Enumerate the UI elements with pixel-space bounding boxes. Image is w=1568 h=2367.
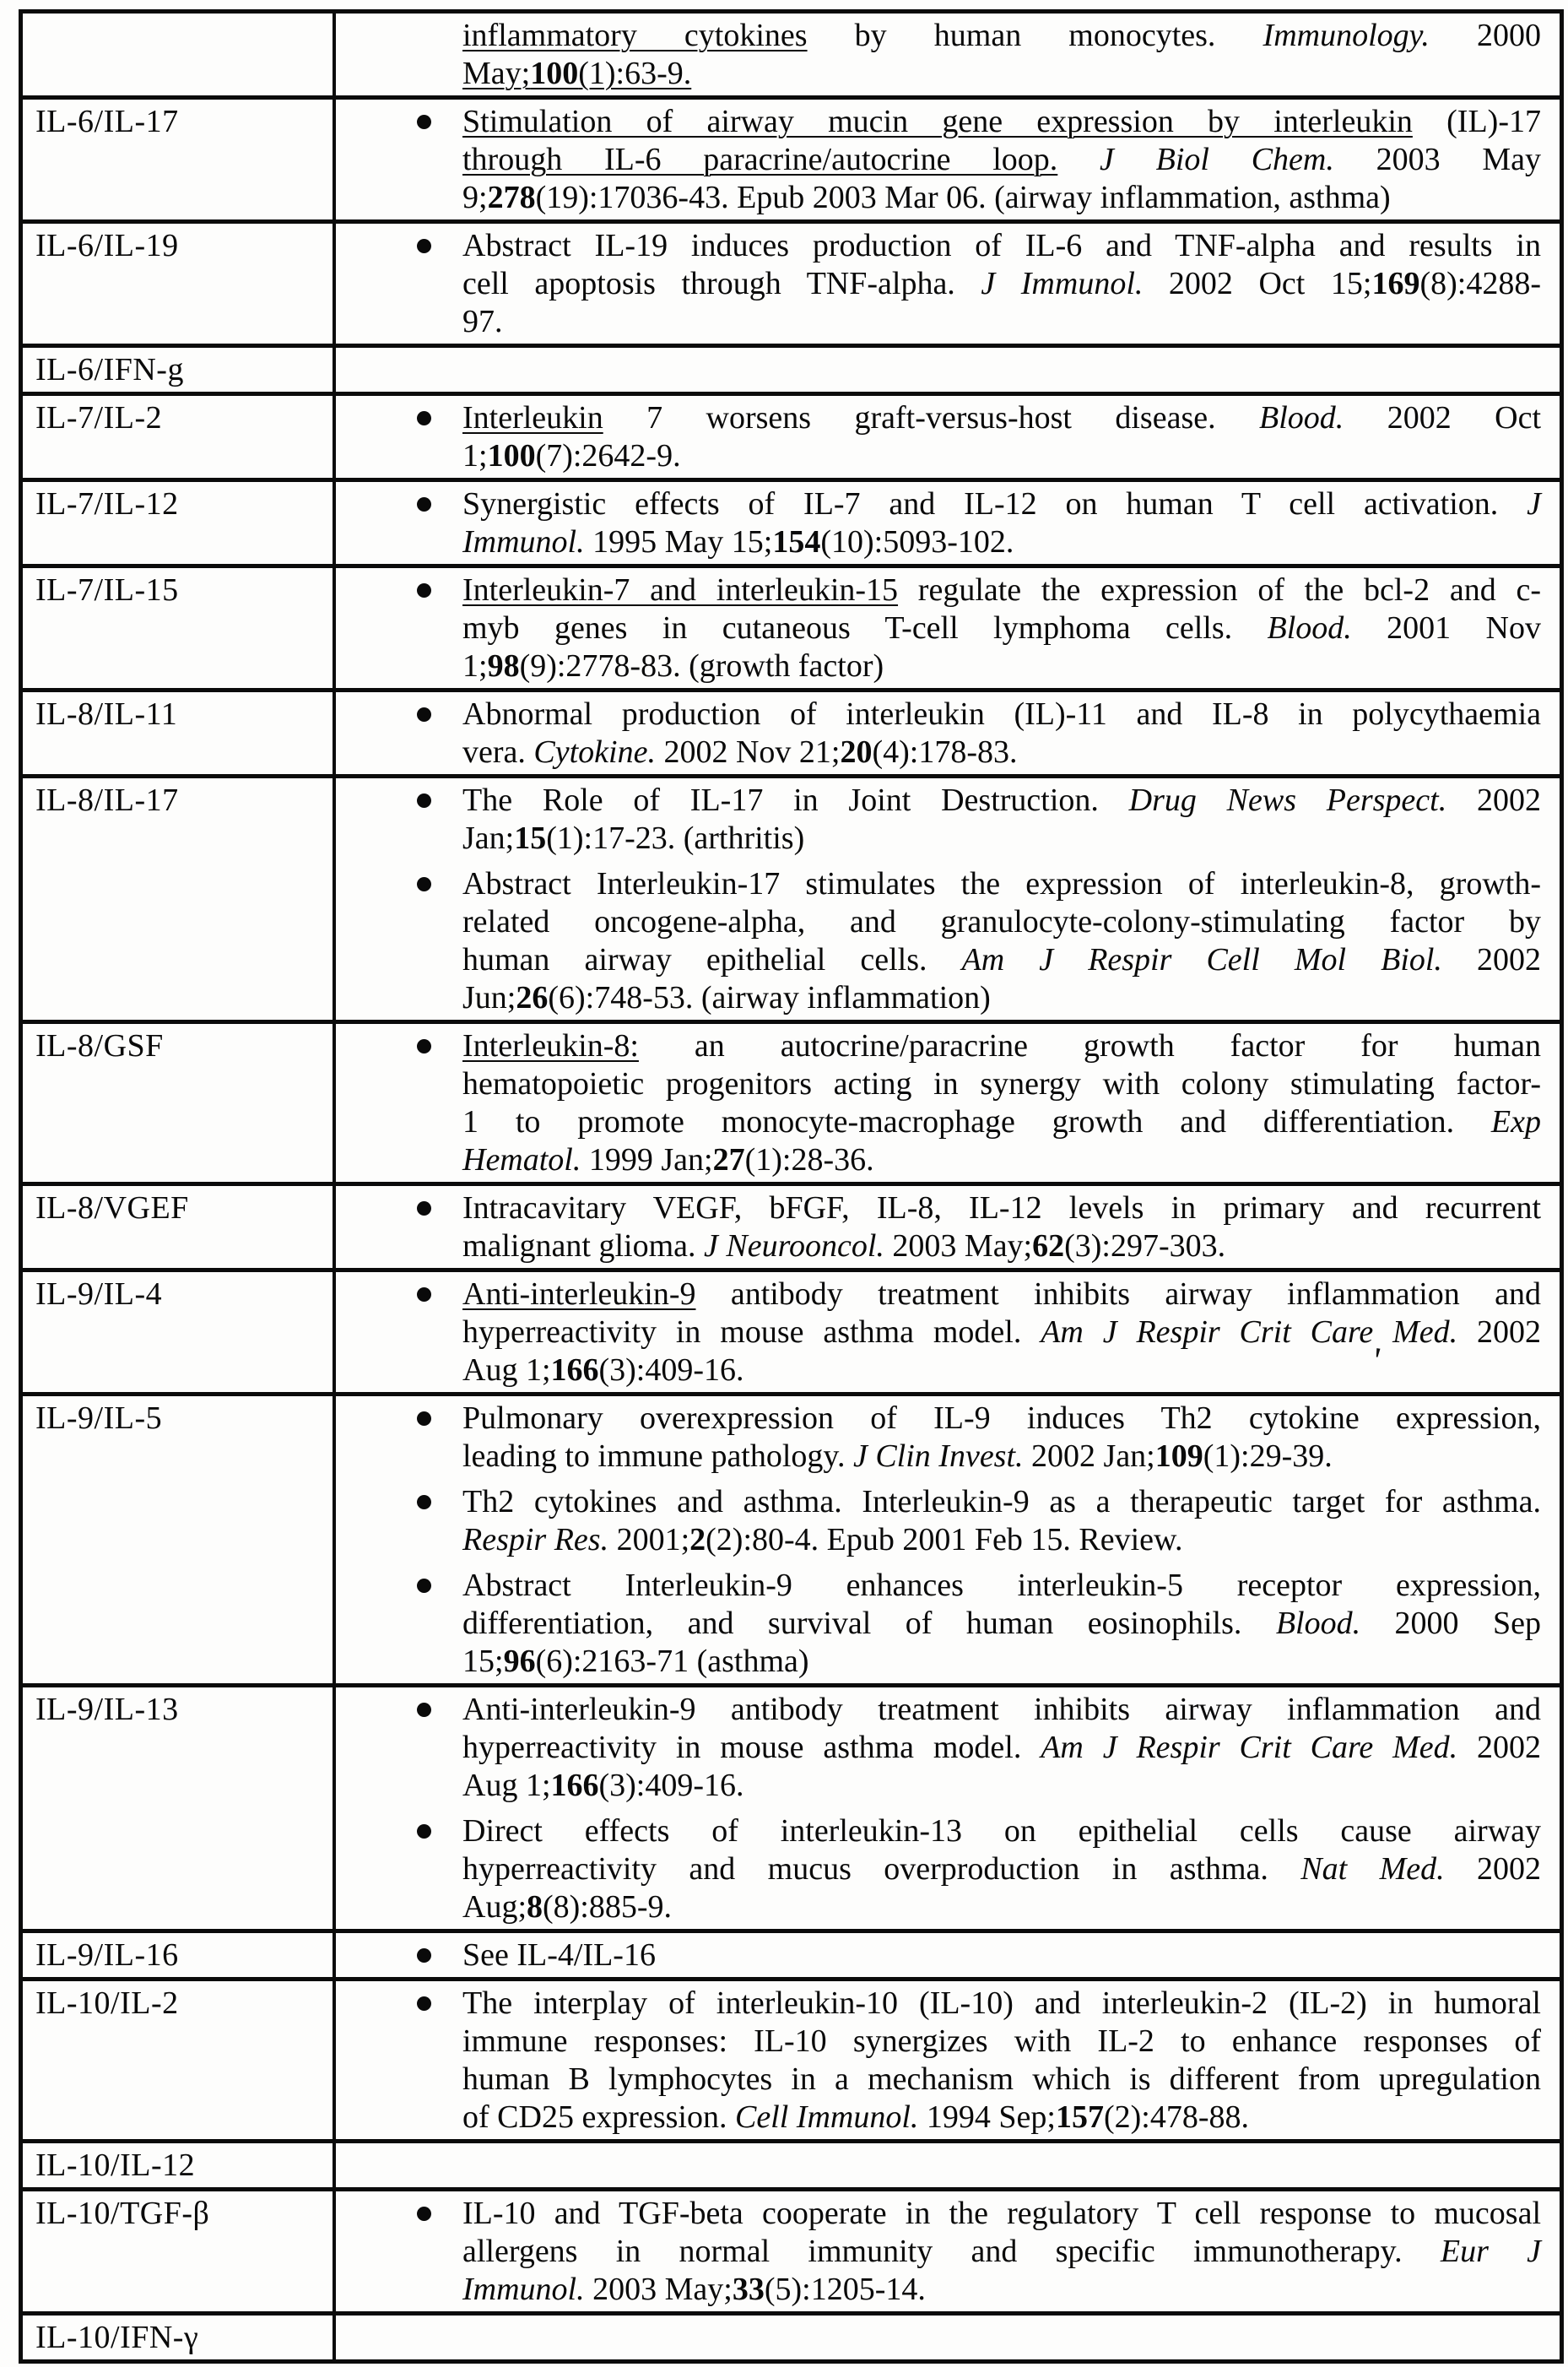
table-row	[23, 482, 1560, 568]
citation-line: cell apoptosis through TNF-alpha. J Immunol. 2002 Oct 15;169(8):4288-	[462, 266, 1541, 301]
table-row	[23, 1981, 1560, 2143]
cytokine-pair-label: IL-6/IFN-g	[23, 348, 336, 392]
citation-line: 15;96(6):2163-71 (asthma)	[462, 1644, 809, 1679]
bullet-icon	[417, 1495, 431, 1509]
citation-line: allergens in normal immunity and specific immunotherapy. Eur J	[462, 2234, 1541, 2269]
citation-item	[336, 103, 1541, 217]
citation-item	[336, 227, 1541, 341]
citation-line: Anti-interleukin-9 antibody treatment inhibits airway inflammation and	[462, 1692, 1541, 1727]
citation-text	[462, 485, 1541, 561]
citations-cell	[336, 1186, 1560, 1268]
table-row	[23, 396, 1560, 482]
citation-text	[462, 1027, 1541, 1179]
citation-line: 9;278(19):17036-43. Epub 2003 Mar 06. (airway inflammation, asthma)	[462, 180, 1391, 215]
table-row	[23, 100, 1560, 224]
citations-cell	[336, 692, 1560, 774]
bullet-icon	[417, 877, 431, 891]
citation-line: Synergistic effects of IL-7 and IL-12 on human T cell activation. J	[462, 486, 1541, 522]
citation-text	[462, 1985, 1541, 2137]
cytokine-pair-label: IL-7/IL-2	[23, 396, 336, 478]
citations-cell	[336, 2316, 1560, 2359]
citations-cell	[336, 1687, 1560, 1929]
citation-text	[462, 227, 1541, 341]
bullet-icon	[417, 115, 431, 129]
citation-item	[336, 782, 1541, 858]
bullet-marker-area	[336, 227, 462, 341]
bullet-icon	[417, 794, 431, 808]
bullet-marker-area	[336, 696, 462, 772]
table-row	[23, 1186, 1560, 1272]
table-row	[23, 2143, 1560, 2191]
table-row	[23, 778, 1560, 1024]
citation-line: malignant glioma. J Neurooncol. 2003 May;62(3):297-303.	[462, 1228, 1226, 1264]
citation-line: leading to immune pathology. J Clin Invest. 2002 Jan;109(1):29-39.	[462, 1438, 1333, 1474]
citation-text	[462, 1691, 1541, 1805]
citation-line: Anti-interleukin-9 antibody treatment inhibits airway inflammation and	[462, 1276, 1541, 1312]
citation-item	[336, 1985, 1541, 2137]
citation-line: Aug;8(8):885-9.	[462, 1889, 673, 1925]
bullet-icon	[417, 411, 431, 425]
bullet-icon	[417, 239, 431, 253]
citation-item	[336, 1691, 1541, 1805]
citation-item	[336, 1276, 1541, 1389]
bullet-icon	[417, 2207, 431, 2221]
cytokine-pair-label: IL-8/VGEF	[23, 1186, 336, 1268]
scan-artifact-mark: '	[1369, 1339, 1384, 1382]
citations-cell	[336, 224, 1560, 344]
bullet-marker-area	[336, 1936, 462, 1974]
bullet-marker-area	[336, 1985, 462, 2137]
citation-item	[336, 485, 1541, 561]
citations-cell	[336, 1981, 1560, 2139]
citation-text	[462, 571, 1541, 685]
bullet-marker-area	[336, 782, 462, 858]
bullet-icon	[417, 1287, 431, 1302]
citation-text	[462, 2195, 1541, 2309]
citation-line: differentiation, and survival of human eosinophils. Blood. 2000 Sep	[462, 1606, 1541, 1641]
citation-item	[336, 571, 1541, 685]
bullet-icon	[417, 1039, 431, 1054]
cytokine-pair-label: IL-9/IL-16	[23, 1933, 336, 1977]
cytokine-pair-label: IL-10/IFN-γ	[23, 2316, 336, 2359]
cytokine-pair-label: IL-7/IL-12	[23, 482, 336, 564]
bullet-marker-area	[336, 103, 462, 217]
bullet-icon	[417, 1996, 431, 2011]
citation-item	[336, 399, 1541, 475]
citation-line: Interleukin-8: an autocrine/paracrine growth factor for human	[462, 1028, 1541, 1064]
citation-line: through IL-6 paracrine/autocrine loop. J Biol Chem. 2003 May	[462, 142, 1542, 177]
citation-text	[462, 103, 1541, 217]
citation-table	[19, 9, 1564, 2364]
bullet-marker-area	[336, 865, 462, 1017]
citation-line: See IL-4/IL-16	[462, 1937, 656, 1973]
table-row	[23, 1272, 1560, 1396]
citation-text	[462, 782, 1541, 858]
table-row	[23, 348, 1560, 396]
citations-cell	[336, 482, 1560, 564]
citation-text	[462, 1276, 1541, 1389]
table-row	[23, 1024, 1560, 1186]
citation-line: immune responses: IL-10 synergizes with IL-2 to enhance responses of	[462, 2023, 1541, 2059]
citation-line: 1 to promote monocyte-macrophage growth and differentiation. Exp	[462, 1104, 1541, 1140]
bullet-icon	[417, 497, 431, 512]
citations-cell	[336, 1024, 1560, 1182]
bullet-marker-area	[336, 1276, 462, 1389]
citation-line: Immunol. 2003 May;33(5):1205-14.	[462, 2272, 926, 2307]
cytokine-pair-label: IL-9/IL-4	[23, 1272, 336, 1392]
citations-cell	[336, 778, 1560, 1020]
citation-line: Abstract IL-19 induces production of IL-6 and TNF-alpha and results in	[462, 228, 1541, 263]
citation-line: May;100(1):63-9.	[462, 56, 692, 91]
citation-item	[336, 1483, 1541, 1559]
citation-line: Abstract Interleukin-9 enhances interleukin-5 receptor expression,	[462, 1568, 1541, 1603]
table-row	[23, 568, 1560, 692]
citation-line: Jun;26(6):748-53. (airway inflammation)	[462, 980, 991, 1016]
bullet-marker-area	[336, 1567, 462, 1681]
citation-line: Respir Res. 2001;2(2):80-4. Epub 2001 Feb 15. Review.	[462, 1522, 1183, 1557]
citation-line: Direct effects of interleukin-13 on epithelial cells cause airway	[462, 1813, 1541, 1849]
table-row	[23, 692, 1560, 778]
citation-line: Hematol. 1999 Jan;27(1):28-36.	[462, 1142, 874, 1178]
bullet-icon	[417, 1579, 431, 1593]
bullet-marker-area	[336, 2195, 462, 2309]
citations-cell	[336, 2143, 1560, 2187]
cytokine-pair-label: IL-8/GSF	[23, 1024, 336, 1182]
bullet-icon	[417, 1824, 431, 1839]
citation-line: inflammatory cytokines by human monocytes. Immunology. 2000	[462, 18, 1542, 53]
citation-item	[336, 696, 1541, 772]
citation-line: hyperreactivity in mouse asthma model. Am J Respir Crit Care Med. 2002	[462, 1730, 1542, 1765]
citation-text	[462, 1400, 1541, 1476]
cytokine-pair-label: IL-10/TGF-β	[23, 2191, 336, 2311]
citation-item	[336, 1812, 1541, 1926]
citations-cell	[336, 14, 1560, 95]
citations-cell	[336, 1396, 1560, 1683]
bullet-marker-area	[336, 1812, 462, 1926]
citation-text	[462, 1567, 1541, 1681]
citation-line: 1;100(7):2642-9.	[462, 438, 681, 474]
citation-text	[462, 17, 1541, 93]
citation-text	[462, 1812, 1541, 1926]
citation-line: Th2 cytokines and asthma. Interleukin-9 as a therapeutic target for asthma.	[462, 1484, 1541, 1519]
citation-line: hyperreactivity in mouse asthma model. Am J Respir Crit Care Med. 2002	[462, 1314, 1542, 1350]
bullet-icon	[417, 1948, 431, 1963]
citation-text	[462, 1483, 1541, 1559]
table-row	[23, 1933, 1560, 1981]
bullet-icon	[417, 583, 431, 598]
citation-item	[336, 865, 1541, 1017]
citation-item	[336, 1936, 1541, 1974]
bullet-icon	[417, 1703, 431, 1717]
citation-line: related oncogene-alpha, and granulocyte-colony-stimulating factor by	[462, 904, 1541, 940]
bullet-icon	[417, 1201, 431, 1216]
citation-text	[462, 399, 1541, 475]
citations-cell	[336, 348, 1560, 392]
table-row	[23, 2316, 1560, 2359]
citation-line: of CD25 expression. Cell Immunol. 1994 Sep;157(2):478-88.	[462, 2099, 1249, 2135]
cytokine-pair-label: IL-6/IL-17	[23, 100, 336, 219]
citation-line: Abstract Interleukin-17 stimulates the expression of interleukin-8, growth-	[462, 866, 1541, 902]
citations-cell	[336, 568, 1560, 688]
bullet-icon	[417, 707, 431, 722]
cytokine-pair-label	[23, 14, 336, 95]
table-row	[23, 1396, 1560, 1687]
cytokine-pair-label: IL-6/IL-19	[23, 224, 336, 344]
citation-line: hematopoietic progenitors acting in synergy with colony stimulating factor-	[462, 1066, 1541, 1102]
citation-item	[336, 17, 1541, 93]
citation-line: 1;98(9):2778-83. (growth factor)	[462, 648, 884, 684]
citation-line: Aug 1;166(3):409-16.	[462, 1352, 744, 1388]
bullet-marker-area	[336, 1400, 462, 1476]
citation-line: 97.	[462, 304, 503, 339]
citation-line: myb genes in cutaneous T-cell lymphoma cells. Blood. 2001 Nov	[462, 610, 1541, 646]
cytokine-pair-label: IL-7/IL-15	[23, 568, 336, 688]
citation-line: Intracavitary VEGF, bFGF, IL-8, IL-12 levels in primary and recurrent	[462, 1190, 1541, 1226]
bullet-marker-area	[336, 1027, 462, 1179]
cytokine-pair-label: IL-8/IL-11	[23, 692, 336, 774]
bullet-marker-area	[336, 17, 462, 93]
citation-text	[462, 865, 1541, 1017]
citation-line: Abnormal production of interleukin (IL)-11 and IL-8 in polycythaemia	[462, 696, 1541, 732]
citation-line: Interleukin 7 worsens graft-versus-host disease. Blood. 2002 Oct	[462, 400, 1541, 436]
cytokine-pair-label: IL-9/IL-13	[23, 1687, 336, 1929]
table-row	[23, 1687, 1560, 1933]
citation-item	[336, 2195, 1541, 2309]
citation-text	[462, 1189, 1541, 1265]
citation-line: Immunol. 1995 May 15;154(10):5093-102.	[462, 524, 1014, 560]
citation-line: IL-10 and TGF-beta cooperate in the regulatory T cell response to mucosal	[462, 2196, 1541, 2231]
citation-item	[336, 1027, 1541, 1179]
citation-item	[336, 1567, 1541, 1681]
bullet-marker-area	[336, 1691, 462, 1805]
citations-cell	[336, 1933, 1560, 1977]
citation-text	[462, 696, 1541, 772]
citation-line: Aug 1;166(3):409-16.	[462, 1768, 744, 1803]
citation-line: human B lymphocytes in a mechanism which is different from upregulation	[462, 2061, 1541, 2097]
citation-line: hyperreactivity and mucus overproduction in asthma. Nat Med. 2002	[462, 1851, 1541, 1887]
bullet-icon	[417, 1411, 431, 1426]
table-row	[23, 2191, 1560, 2316]
citation-line: vera. Cytokine. 2002 Nov 21;20(4):178-83.	[462, 734, 1018, 770]
citation-line: The interplay of interleukin-10 (IL-10) and interleukin-2 (IL-2) in humoral	[462, 1985, 1541, 2021]
cytokine-pair-label: IL-10/IL-2	[23, 1981, 336, 2139]
citation-line: Jan;15(1):17-23. (arthritis)	[462, 821, 805, 856]
cytokine-pair-label: IL-10/IL-12	[23, 2143, 336, 2187]
cytokine-pair-label: IL-8/IL-17	[23, 778, 336, 1020]
citation-item	[336, 1400, 1541, 1476]
table-row	[23, 14, 1560, 100]
bullet-marker-area	[336, 1189, 462, 1265]
citation-line: The Role of IL-17 in Joint Destruction. Drug News Perspect. 2002	[462, 783, 1541, 818]
citations-cell	[336, 100, 1560, 219]
bullet-marker-area	[336, 485, 462, 561]
table-row	[23, 224, 1560, 348]
citations-cell	[336, 2191, 1560, 2311]
citations-cell	[336, 396, 1560, 478]
citation-line: human airway epithelial cells. Am J Respir Cell Mol Biol. 2002	[462, 942, 1541, 978]
citation-item	[336, 1189, 1541, 1265]
bullet-marker-area	[336, 571, 462, 685]
bullet-marker-area	[336, 399, 462, 475]
citation-line: Interleukin-7 and interleukin-15 regulate the expression of the bcl-2 and c-	[462, 572, 1541, 608]
citation-line: Stimulation of airway mucin gene expression by interleukin (IL)-17	[462, 104, 1541, 139]
citation-line: Pulmonary overexpression of IL-9 induces Th2 cytokine expression,	[462, 1400, 1541, 1436]
citation-text	[462, 1936, 1541, 1974]
bullet-marker-area	[336, 1483, 462, 1559]
cytokine-pair-label: IL-9/IL-5	[23, 1396, 336, 1683]
